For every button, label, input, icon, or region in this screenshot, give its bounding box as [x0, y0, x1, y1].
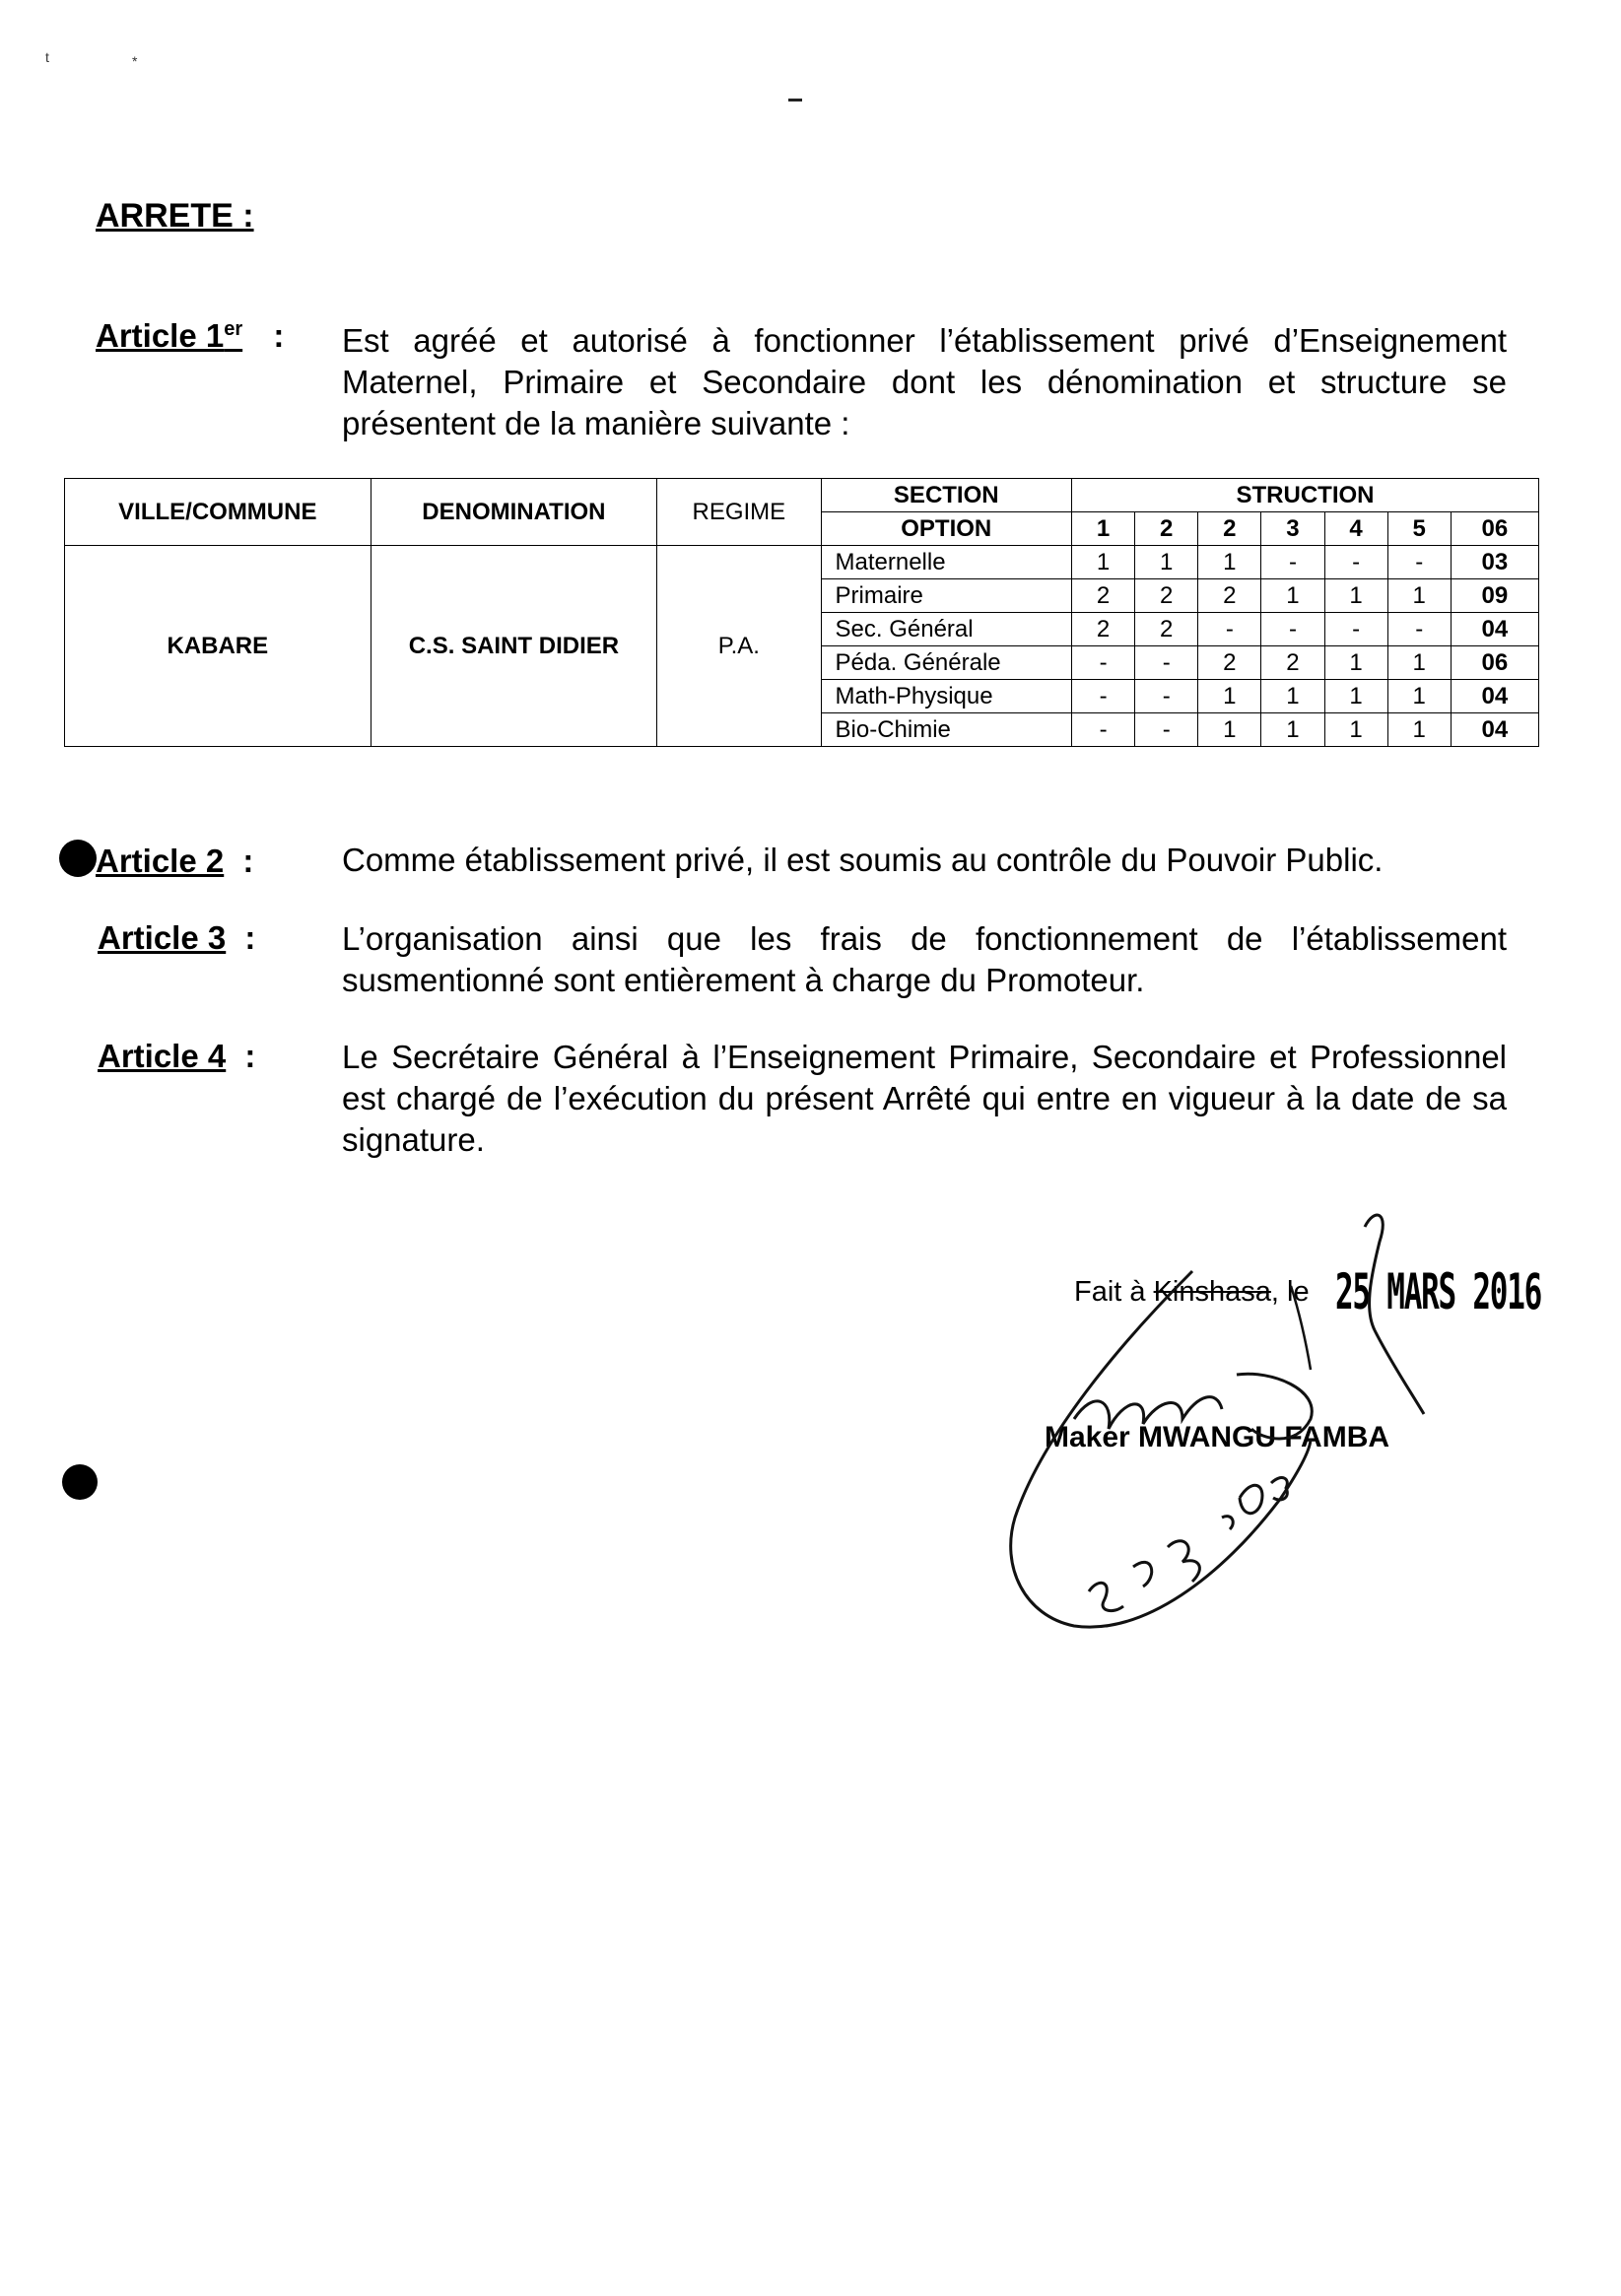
table-header-row: [65, 479, 1539, 512]
cell-value: -: [1135, 713, 1198, 747]
handwritten-signature: [985, 1202, 1577, 1655]
cell-value: -: [1261, 613, 1324, 646]
header-option: OPTION: [821, 512, 1072, 546]
decree-heading: ARRETE :: [96, 197, 254, 235]
cell-value: 1: [1324, 646, 1387, 680]
cell-value: 2: [1072, 613, 1135, 646]
cell-total: 04: [1451, 613, 1538, 646]
punch-hole-bullet: [59, 840, 97, 877]
cell-option: Math-Physique: [821, 680, 1072, 713]
cell-value: 1: [1135, 546, 1198, 579]
article-3-label: Article 3 :: [98, 919, 256, 956]
table-row: [65, 546, 1539, 579]
cell-total: 04: [1451, 680, 1538, 713]
structure-table: [64, 478, 1539, 747]
cell-value: 1: [1324, 579, 1387, 613]
cell-value: -: [1072, 646, 1135, 680]
cell-value: 1: [1261, 579, 1324, 613]
cell-total: 03: [1451, 546, 1538, 579]
header-col: 4: [1324, 512, 1387, 546]
cell-value: 1: [1261, 680, 1324, 713]
header-col: 1: [1072, 512, 1135, 546]
punch-hole-bullet: [62, 1464, 98, 1500]
article-1-label: Article 1er :: [96, 317, 285, 354]
cell-value: 2: [1072, 579, 1135, 613]
header-col: 2: [1198, 512, 1261, 546]
cell-value: 1: [1198, 713, 1261, 747]
header-ville: VILLE/COMMUNE: [65, 479, 371, 546]
cell-total: 06: [1451, 646, 1538, 680]
cell-value: 1: [1387, 579, 1451, 613]
cell-value: -: [1387, 546, 1451, 579]
header-section: SECTION: [821, 479, 1072, 512]
cell-option: Primaire: [821, 579, 1072, 613]
cell-value: 1: [1387, 713, 1451, 747]
article-1-text: Est agréé et autorisé à fonctionner l’établissement privé d’Enseignement Maternel, Primaire et Secondaire dont les dénomination et structure se présentent de la manière suivante :: [342, 322, 1507, 441]
article-2-text: Comme établissement privé, il est soumis au contrôle du Pouvoir Public.: [342, 842, 1384, 878]
cell-denomination: C.S. SAINT DIDIER: [371, 546, 657, 747]
cell-value: 1: [1324, 680, 1387, 713]
cell-option: Maternelle: [821, 546, 1072, 579]
date-stamp: 25 MARS 2016: [1335, 1263, 1542, 1320]
cell-value: 2: [1198, 579, 1261, 613]
cell-value: 1: [1387, 680, 1451, 713]
cell-value: 2: [1135, 613, 1198, 646]
corner-mark: t: [45, 49, 49, 65]
cell-option: Bio-Chimie: [821, 713, 1072, 747]
cell-value: 1: [1072, 546, 1135, 579]
cell-value: 2: [1198, 646, 1261, 680]
cell-option: Sec. Général: [821, 613, 1072, 646]
article-4-label: Article 4 :: [98, 1038, 256, 1074]
header-regime: REGIME: [657, 479, 821, 546]
cell-value: 1: [1324, 713, 1387, 747]
cell-value: -: [1135, 646, 1198, 680]
article-4-text: Le Secrétaire Général à l’Enseignement Primaire, Secondaire et Professionnel est chargé de l’exécution du présent Arrêté qui entre en vigueur à la date de sa signature.: [342, 1039, 1507, 1158]
cell-value: 1: [1261, 713, 1324, 747]
cell-option: Péda. Générale: [821, 646, 1072, 680]
header-col: 3: [1261, 512, 1324, 546]
cell-value: 1: [1198, 546, 1261, 579]
cell-value: -: [1198, 613, 1261, 646]
cell-value: 2: [1135, 579, 1198, 613]
cell-value: 2: [1261, 646, 1324, 680]
cell-value: 1: [1198, 680, 1261, 713]
cell-value: 1: [1387, 646, 1451, 680]
header-col: 5: [1387, 512, 1451, 546]
signing-place: Fait à Kinshasa, le: [1074, 1276, 1310, 1308]
cell-value: -: [1261, 546, 1324, 579]
signer-name: Maker MWANGU FAMBA: [1045, 1421, 1390, 1453]
page-dash: [788, 99, 802, 101]
article-3-text: L’organisation ainsi que les frais de fonctionnement de l’établissement susmentionné sont entièrement à charge du Promoteur.: [342, 920, 1507, 998]
cell-value: -: [1324, 546, 1387, 579]
cell-total: 09: [1451, 579, 1538, 613]
header-struction: STRUCTION: [1072, 479, 1539, 512]
cell-regime: P.A.: [657, 546, 821, 747]
article-2-label: Article 2 :: [96, 843, 254, 879]
cell-value: -: [1072, 680, 1135, 713]
header-denomination: DENOMINATION: [371, 479, 657, 546]
cell-ville: KABARE: [65, 546, 371, 747]
cell-value: -: [1324, 613, 1387, 646]
header-col: 2: [1135, 512, 1198, 546]
cell-total: 04: [1451, 713, 1538, 747]
cell-value: -: [1072, 713, 1135, 747]
header-col: 06: [1451, 512, 1538, 546]
cell-value: -: [1387, 613, 1451, 646]
corner-mark: *: [132, 53, 138, 69]
cell-value: -: [1135, 680, 1198, 713]
